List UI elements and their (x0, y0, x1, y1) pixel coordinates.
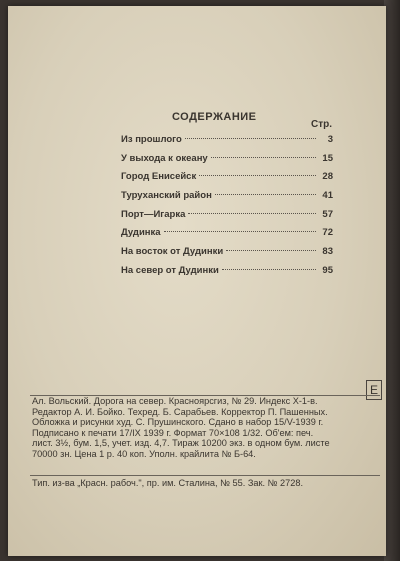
press-divider (30, 475, 380, 476)
printing-house-line: Тип. из-ва „Красн. рабоч.", пр. им. Сталина, № 55. Зак. № 2728. (32, 478, 304, 488)
toc-entry (121, 153, 333, 172)
toc-entry-page: 57 (322, 208, 333, 220)
background-surface (384, 0, 400, 561)
dot-leader (164, 231, 316, 232)
imprint-line: лист. 3½, бум. 1,5, учет. изд. 4,7. Тираж 10200 экз. в одном бум. листе (32, 438, 330, 449)
imprint-line: Подписано к печати 17/IX 1939 г. Формат 70×108 1/32. Об'ем: печ. (32, 427, 314, 438)
toc-entry-title: На восток от Дудинки (121, 246, 224, 258)
imprint-line: Редактор А. И. Бойко. Техред. Б. Сарабьев. Корректор П. Пашенных. (32, 406, 328, 417)
toc-entry-page: 28 (322, 171, 333, 183)
toc-entry (121, 209, 333, 228)
toc-entry (121, 246, 333, 265)
toc-entry (121, 171, 333, 190)
toc-page-column-label: Стр. (311, 119, 333, 130)
toc-entry-page: 3 (327, 134, 333, 145)
toc-entry-title: На север от Дудинки (121, 264, 219, 276)
toc-entry-title: Туруханский район (121, 190, 212, 202)
dot-leader (215, 194, 316, 195)
toc-entry (121, 134, 333, 153)
toc-entry-page: 95 (322, 264, 333, 276)
book-page (8, 6, 386, 556)
imprint-line: Обложка и рисунки худ. С. Прушинского. Сдано в набор 15/V-1939 г. (32, 417, 324, 428)
corner-letter-mark: Е (366, 380, 382, 400)
toc-entry (121, 227, 333, 246)
imprint-line: 70000 зн. Цена 1 р. 40 коп. Уполн. крайлита № Б-64. (32, 448, 256, 459)
toc-entry-page: 83 (322, 246, 333, 258)
toc-entry-title: Город Енисейск (121, 171, 197, 183)
toc-entry-title: У выхода к океану (121, 152, 208, 164)
dot-leader (226, 250, 316, 251)
toc-entry-title: Порт—Игарка (121, 208, 186, 220)
toc-entry-page: 72 (322, 227, 333, 239)
dot-leader (185, 138, 316, 139)
toc-entry-title: Дудинка (121, 227, 161, 239)
toc-entry-page: 15 (322, 152, 333, 164)
toc-heading: СОДЕРЖАНИЕ (172, 111, 257, 123)
dot-leader (188, 213, 316, 214)
table-of-contents (121, 134, 333, 284)
toc-entry-page: 41 (322, 190, 333, 202)
dot-leader (199, 175, 316, 176)
toc-entry-title: Из прошлого (121, 134, 182, 145)
imprint-block (32, 396, 384, 460)
imprint-line: Ал. Вольский. Дорога на север. Красноярсгиз, № 29. Индекс Х-1-в. (32, 396, 318, 406)
dot-leader (211, 157, 316, 158)
toc-entry (121, 190, 333, 209)
